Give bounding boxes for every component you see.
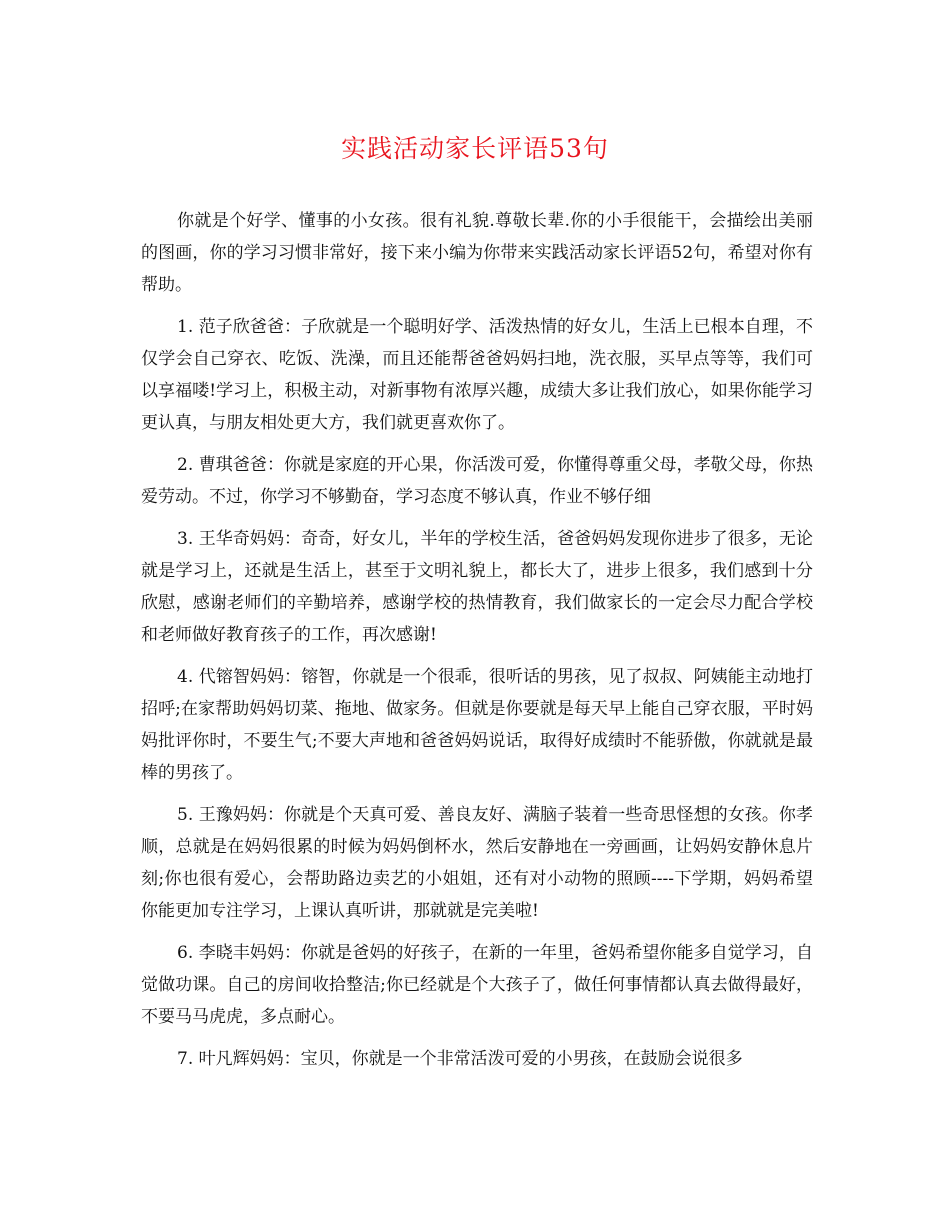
document-body — [141, 205, 813, 1085]
comment-paragraph-7: 7. 叶凡辉妈妈：宝贝，你就是一个非常活泼可爱的小男孩，在鼓励会说很多 — [177, 1049, 743, 1069]
comment-paragraph-1: 1. 范子欣爸爸：子欣就是一个聪明好学、活泼热情的好女儿，生活上已根本自理，不仅学会自己穿衣、吃饭、洗澡，而且还能帮爸爸妈妈扫地，洗衣服，买早点等等，我们可以享福喽!学习上，积极主动，对新事物有浓厚兴趣，成绩大多让我们放心，如果你能学习更认真，与朋友相处更大方，我们就更喜欢你了。 — [141, 317, 813, 433]
comment-paragraph-3: 3. 王华奇妈妈：奇奇，好女儿，半年的学校生活，爸爸妈妈发现你进步了很多，无论就是学习上，还就是生活上，甚至于文明礼貌上，都长大了，进步上很多，我们感到十分欣慰，感谢老师们的辛勤培养，感谢学校的热情教育，我们做家长的一定会尽力配合学校和老师做好教育孩子的工作，再次感谢! — [141, 529, 813, 645]
comment-paragraph-2: 2. 曹琪爸爸：你就是家庭的开心果，你活泼可爱，你懂得尊重父母，孝敬父母，你热爱劳动。不过，你学习不够勤奋，学习态度不够认真，作业不够仔细 — [141, 455, 813, 507]
document-title: 实践活动家长评语53句 — [341, 134, 609, 163]
comment-paragraph-6: 6. 李晓丰妈妈：你就是爸妈的好孩子，在新的一年里，爸妈希望你能多自觉学习，自觉做功课。自己的房间收拾整洁;你已经就是个大孩子了，做任何事情都认真去做得最好，不要马马虎虎，多点耐心。 — [141, 943, 813, 1027]
intro-paragraph: 你就是个好学、懂事的小女孩。很有礼貌.尊敬长辈.你的小手很能干，会描绘出美丽的图画，你的学习习惯非常好，接下来小编为你带来实践活动家长评语52句，希望对你有帮助。 — [141, 211, 813, 295]
comment-paragraph-4: 4. 代镕智妈妈：镕智，你就是一个很乖，很听话的男孩，见了叔叔、阿姨能主动地打招呼;在家帮助妈妈切菜、拖地、做家务。但就是你要就是每天早上能自己穿衣服，平时妈妈批评你时，不要生气;不要大声地和爸爸妈妈说话，取得好成绩时不能骄傲，你就就是最棒的男孩了。 — [141, 667, 813, 783]
comment-paragraph-5: 5. 王豫妈妈：你就是个天真可爱、善良友好、满脑子装着一些奇思怪想的女孩。你孝顺，总就是在妈妈很累的时候为妈妈倒杯水，然后安静地在一旁画画，让妈妈安静休息片刻;你也很有爱心，会帮助路边卖艺的小姐姐，还有对小动物的照顾----下学期，妈妈希望你能更加专注学习，上课认真听讲，那就就是完美啦! — [141, 805, 813, 921]
